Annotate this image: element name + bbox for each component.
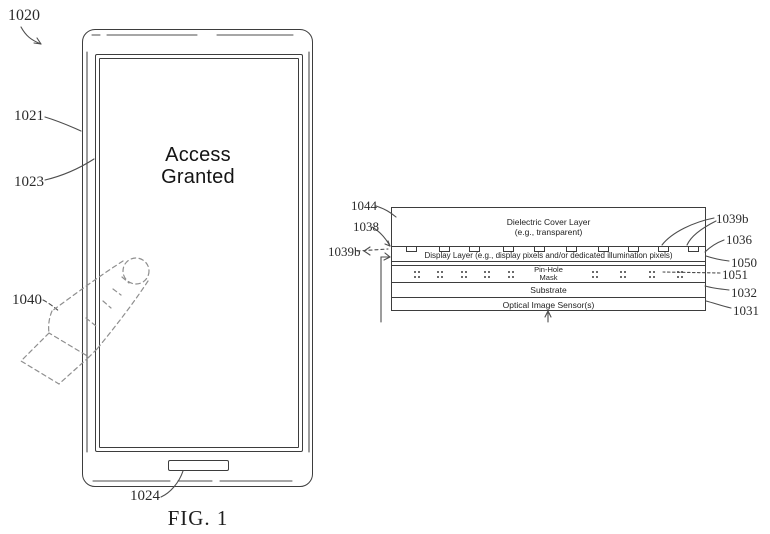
layer-pinhole-mask-text	[531, 266, 566, 282]
layer-pinhole-mask	[392, 265, 705, 283]
ref-label-1024: 1024	[130, 488, 160, 504]
ref-label-1039b-left: 1039b	[328, 244, 361, 259]
leader-1050	[706, 256, 729, 261]
home-button-outline	[168, 460, 229, 471]
pinhole-dot-group	[461, 271, 463, 273]
layer-substrate	[392, 283, 705, 298]
ref-label-1031: 1031	[733, 303, 759, 318]
layer-stack-box	[391, 207, 706, 311]
leader-1038-arrowhead	[385, 241, 390, 246]
layer-display-text: Display Layer (e.g., display pixels and/or dedicated illumination pixels)	[424, 251, 673, 260]
ref-label-1050: 1050	[731, 255, 757, 270]
layer-dielectric-cover-line1: Dielectric Cover Layer	[506, 217, 591, 227]
ref-label-1051: 1051	[722, 267, 748, 282]
hand-left-edge	[49, 311, 52, 333]
display-bezel-inner	[99, 58, 299, 448]
layer-dielectric-cover-line2: (e.g., transparent)	[514, 227, 583, 237]
layer-optical-sensor-text: Optical Image Sensor(s)	[502, 300, 595, 310]
leader-1021	[45, 117, 81, 131]
ref-label-1020: 1020	[8, 7, 40, 24]
ref-label-1032: 1032	[731, 285, 757, 300]
layer-dielectric-cover	[392, 208, 705, 247]
ref-label-1023: 1023	[14, 174, 44, 190]
pinhole-dot-group	[649, 271, 651, 273]
screen-message-line2: Granted	[161, 166, 235, 188]
leader-1039b-left-arrowhead	[364, 247, 370, 255]
leader-1039b-left-dash	[357, 249, 388, 251]
ref-label-1021: 1021	[14, 108, 44, 124]
ref-label-1040: 1040	[12, 292, 42, 308]
layer-display	[392, 247, 705, 262]
ref-label-1038: 1038	[353, 219, 379, 234]
screen-message-line1: Access	[165, 144, 231, 166]
leader-1020-arrowhead	[34, 38, 41, 44]
layer-pinhole-mask-line2: Mask	[539, 273, 558, 282]
pinhole-dot-group	[592, 271, 594, 273]
layer-substrate-text: Substrate	[530, 285, 567, 295]
leader-1040	[43, 300, 60, 312]
pinhole-dot-group	[484, 271, 486, 273]
leader-1032	[705, 286, 729, 290]
pinhole-dot-group	[414, 271, 416, 273]
leader-1020	[21, 27, 41, 44]
cuff-outline	[21, 333, 89, 384]
pointer-line-arrowhead	[384, 253, 390, 260]
ref-label-1036: 1036	[726, 232, 752, 247]
ref-label-1044: 1044	[351, 198, 377, 213]
pinhole-dot-group	[620, 271, 622, 273]
layer-pinhole-mask-line1: Pin-Hole	[534, 265, 563, 274]
leader-1036	[705, 240, 724, 252]
pinhole-dot-group	[508, 271, 510, 273]
ref-label-1039b-right: 1039b	[716, 211, 749, 226]
figure-caption: FIG. 1	[167, 506, 229, 530]
pinhole-dot-group	[437, 271, 439, 273]
pinhole-dot-group	[677, 271, 679, 273]
pointer-line-display-edge	[381, 257, 390, 322]
layer-optical-sensor	[392, 298, 705, 312]
screen-message	[99, 144, 297, 188]
leader-1031	[706, 301, 731, 308]
pinhole-dots-right	[566, 271, 705, 278]
pinhole-dots-left	[392, 271, 531, 278]
